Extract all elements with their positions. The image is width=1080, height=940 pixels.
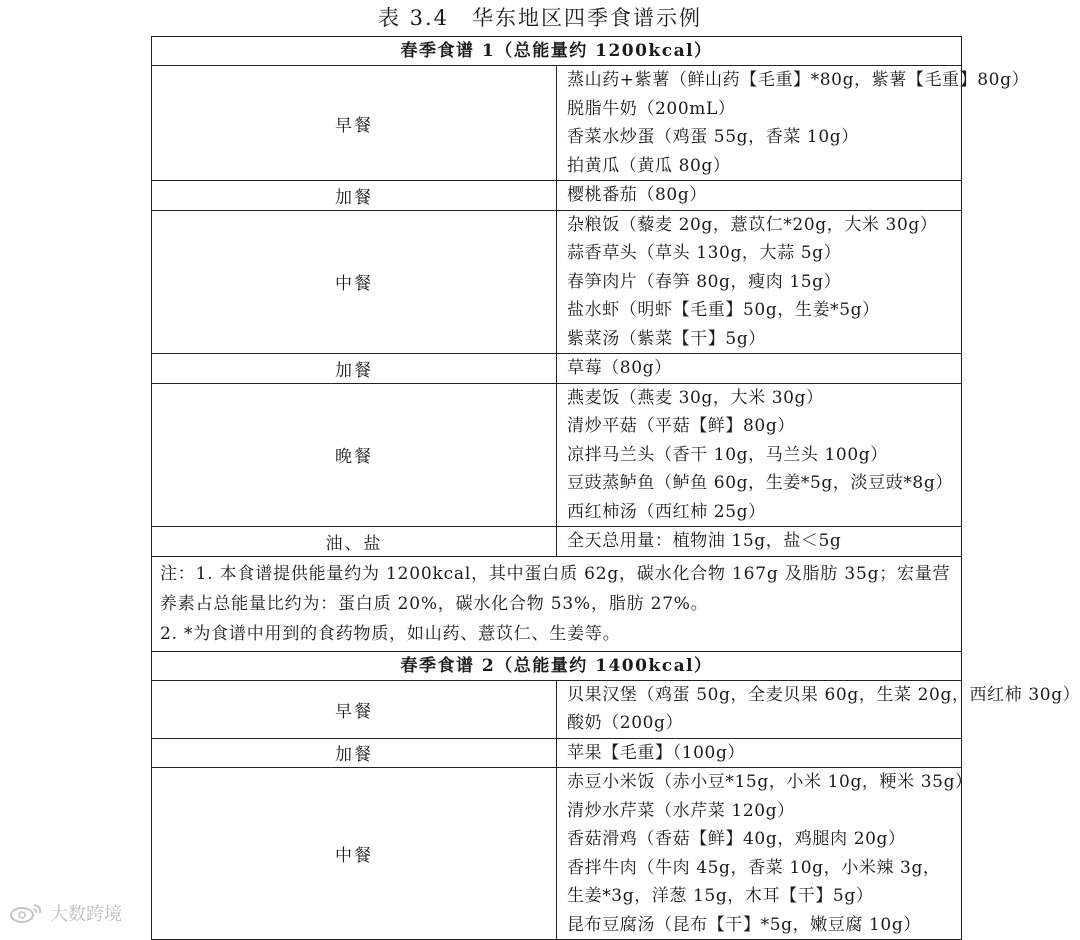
meal-items xyxy=(557,738,962,768)
meal-row-breakfast xyxy=(152,680,962,738)
menu-2-header: 春季食谱 2（总能量约 1400kcal） xyxy=(152,651,962,680)
meal-items xyxy=(557,66,1030,181)
menu-item: 清炒水芹菜（水芹菜 120g） xyxy=(567,800,795,821)
meal-row-lunch xyxy=(152,210,962,354)
menu-item: 苹果【毛重】（100g） xyxy=(567,742,746,763)
menu-item: 蒜香草头（草头 130g，大蒜 5g） xyxy=(567,243,842,263)
menu-item: 凉拌马兰头（香干 10g，马兰头 100g） xyxy=(567,444,888,465)
meal-items xyxy=(557,768,973,940)
notes xyxy=(152,556,962,651)
menu-item: 樱桃番茄（80g） xyxy=(567,185,707,205)
meal-row-breakfast xyxy=(152,66,962,181)
meal-row-snack xyxy=(152,738,962,768)
page-title: 表 3.4 华东地区四季食谱示例 xyxy=(377,6,703,30)
meal-label: 晚餐 xyxy=(152,383,557,527)
menu-header-row xyxy=(152,37,962,66)
menu-item: 赤豆小米饭（赤小豆*15g，小米 10g，粳米 35g） xyxy=(567,772,973,792)
menu-item: 拍黄瓜（黄瓜 80g） xyxy=(567,155,731,176)
meal-label: 中餐 xyxy=(152,768,557,940)
menu-header-row xyxy=(152,651,962,680)
meal-label: 中餐 xyxy=(152,210,557,354)
menu-item: 全天总用量：植物油 15g，盐＜5g xyxy=(567,531,842,551)
meal-label: 油、盐 xyxy=(152,527,557,557)
meal-row-snack xyxy=(152,181,962,211)
meal-label: 加餐 xyxy=(152,354,557,384)
menu-item: 贝果汉堡（鸡蛋 50g，全麦贝果 60g，生菜 20g，西红柿 30g） xyxy=(567,684,1080,705)
menu-item: 昆布豆腐汤（昆布【干】*5g，嫩豆腐 10g） xyxy=(567,914,921,935)
note-line: 2. *为食谱中用到的食药物质，如山药、薏苡仁、生姜等。 xyxy=(160,623,621,644)
meal-items xyxy=(557,354,962,384)
menu-item: 香拌牛肉（牛肉 45g，香菜 10g，小米辣 3g，生姜*3g，洋葱 15g，木耳【干】5g） xyxy=(567,857,941,906)
menu-item: 燕麦饭（燕麦 30g，大米 30g） xyxy=(567,387,824,408)
meal-items xyxy=(557,181,962,211)
note-line: 注：1. 本食谱提供能量约为 1200kcal，其中蛋白质 62g，碳水化合物 167g 及脂肪 35g；宏量营养素占总能量比约为：蛋白质 20%，碳水化合物 53%，脂肪 27%。 xyxy=(160,563,951,614)
menu-item: 豆豉蒸鲈鱼（鲈鱼 60g，生姜*5g，淡豆豉*8g） xyxy=(567,473,953,493)
meal-items xyxy=(557,383,962,527)
menu-item: 香菇滑鸡（香菇【鲜】40g，鸡腿肉 20g） xyxy=(567,829,906,849)
menu-item: 草莓（80g） xyxy=(567,358,672,378)
meal-label: 早餐 xyxy=(152,66,557,181)
menu-item: 紫菜汤（紫菜【干】5g） xyxy=(567,328,766,349)
meal-items xyxy=(557,527,962,557)
menu-item: 西红柿汤（西红柿 25g） xyxy=(567,501,766,522)
menu-item: 酸奶（200g） xyxy=(567,713,684,733)
meal-label: 加餐 xyxy=(152,181,557,211)
weibo-logo-icon xyxy=(8,902,44,924)
menu-item: 蒸山药+紫薯（鲜山药【毛重】*80g，紫薯【毛重】80g） xyxy=(567,70,1030,90)
menu-item: 香菜水炒蛋（鸡蛋 55g，香菜 10g） xyxy=(567,127,859,147)
meal-row-oil-salt xyxy=(152,527,962,557)
meal-row-snack xyxy=(152,354,962,384)
menu-item: 春笋肉片（春笋 80g，瘦肉 15g） xyxy=(567,271,842,292)
menu-item: 杂粮饭（藜麦 20g，薏苡仁*20g，大米 30g） xyxy=(567,214,938,235)
meal-label: 早餐 xyxy=(152,680,557,738)
notes-row xyxy=(152,556,962,651)
meal-items xyxy=(557,210,962,354)
meal-label: 加餐 xyxy=(152,738,557,768)
meal-items xyxy=(557,680,1080,738)
menu-item: 清炒平菇（平菇【鲜】80g） xyxy=(567,416,795,436)
watermark-text: 大数跨境 xyxy=(50,904,122,925)
menu-item: 盐水虾（明虾【毛重】50g，生姜*5g） xyxy=(567,300,880,320)
meal-row-dinner xyxy=(152,383,962,527)
menu-item: 脱脂牛奶（200mL） xyxy=(567,98,736,119)
menu-table xyxy=(151,36,1080,940)
meal-row-lunch xyxy=(152,768,962,940)
menu-1-header: 春季食谱 1（总能量约 1200kcal） xyxy=(152,37,962,66)
watermark xyxy=(8,900,122,926)
